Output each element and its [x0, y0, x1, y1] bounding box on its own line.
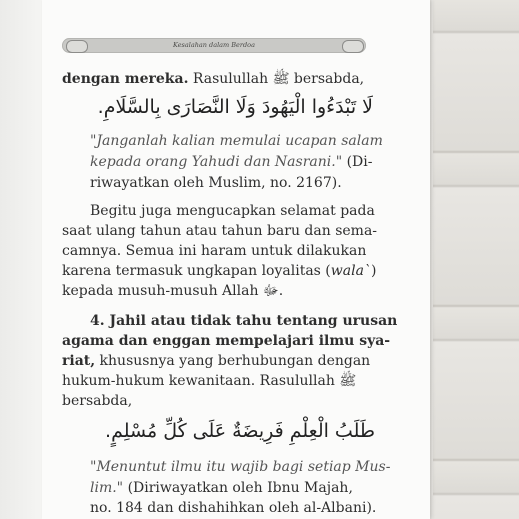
quote-span: kepada orang Yahudi dan Nasrani." [90, 154, 343, 170]
quote-line-1: "Janganlah kalian memulai ucapan salam [90, 133, 383, 149]
text-line-15: bersabda, [62, 393, 133, 409]
text-line-8: camnya. Semua ini haram untuk dilakukan [62, 243, 367, 259]
point-4-heading-2: agama dan enggan mempelajari ilmu sya- [62, 333, 391, 349]
bold-phrase: dengan mereka. [62, 71, 189, 87]
text-span: ) [370, 263, 377, 279]
quote-span: lim." [90, 480, 124, 496]
page-edge-left [0, 0, 46, 519]
text-line-13 [62, 352, 370, 370]
text-line-6: Begitu juga mengucapkan selamat pada [90, 203, 375, 219]
text-line-1 [62, 70, 364, 88]
text-line-7: saat ulang tahun atau tahun baru dan sema- [62, 223, 378, 239]
italic-term: wala` [330, 263, 371, 279]
citation-line-2: no. 184 dan dishahihkan oleh al-Albani). [90, 500, 377, 516]
text-span: (Di- [342, 154, 373, 170]
text-span: karena termasuk ungkapan loyalitas ( [62, 263, 331, 279]
text-line-10: kepada musuh-musuh Allah ﷻ. [62, 283, 284, 299]
text-span: (Diriwayatkan oleh Ibnu Majah, [123, 480, 353, 496]
text-line-9 [62, 262, 376, 280]
quote-line-4 [90, 479, 353, 497]
text-span: Rasulullah ﷺ bersabda, [188, 71, 365, 87]
arabic-hadith-2: طَلَبُ الْعِلْمِ فَرِيضَةٌ عَلَى كُلِّ مُسْلِمٍ. [105, 420, 375, 442]
citation-line: riwayatkan oleh Muslim, no. 2167). [90, 175, 342, 191]
running-header-title: Kesalahan dalam Berdoa [173, 41, 255, 49]
wood-background [430, 0, 519, 519]
text-span: khususnya yang berhubungan dengan [95, 353, 371, 369]
arabic-hadith-1: لَا تَبْدَءُوا الْيَهُودَ وَلَا النَّصَارَى بِالسَّلَامِ. [97, 96, 373, 118]
quote-line-2 [90, 153, 373, 171]
quote-line-3: "Menuntut ilmu itu wajib bagi setiap Mus- [90, 459, 391, 475]
point-4-heading-1: 4. Jahil atau tidak tahu tentang urusan [90, 313, 398, 329]
text-line-14: hukum-hukum kewanitaan. Rasulullah ﷺ [62, 373, 357, 389]
bold-phrase: riat, [62, 353, 96, 369]
